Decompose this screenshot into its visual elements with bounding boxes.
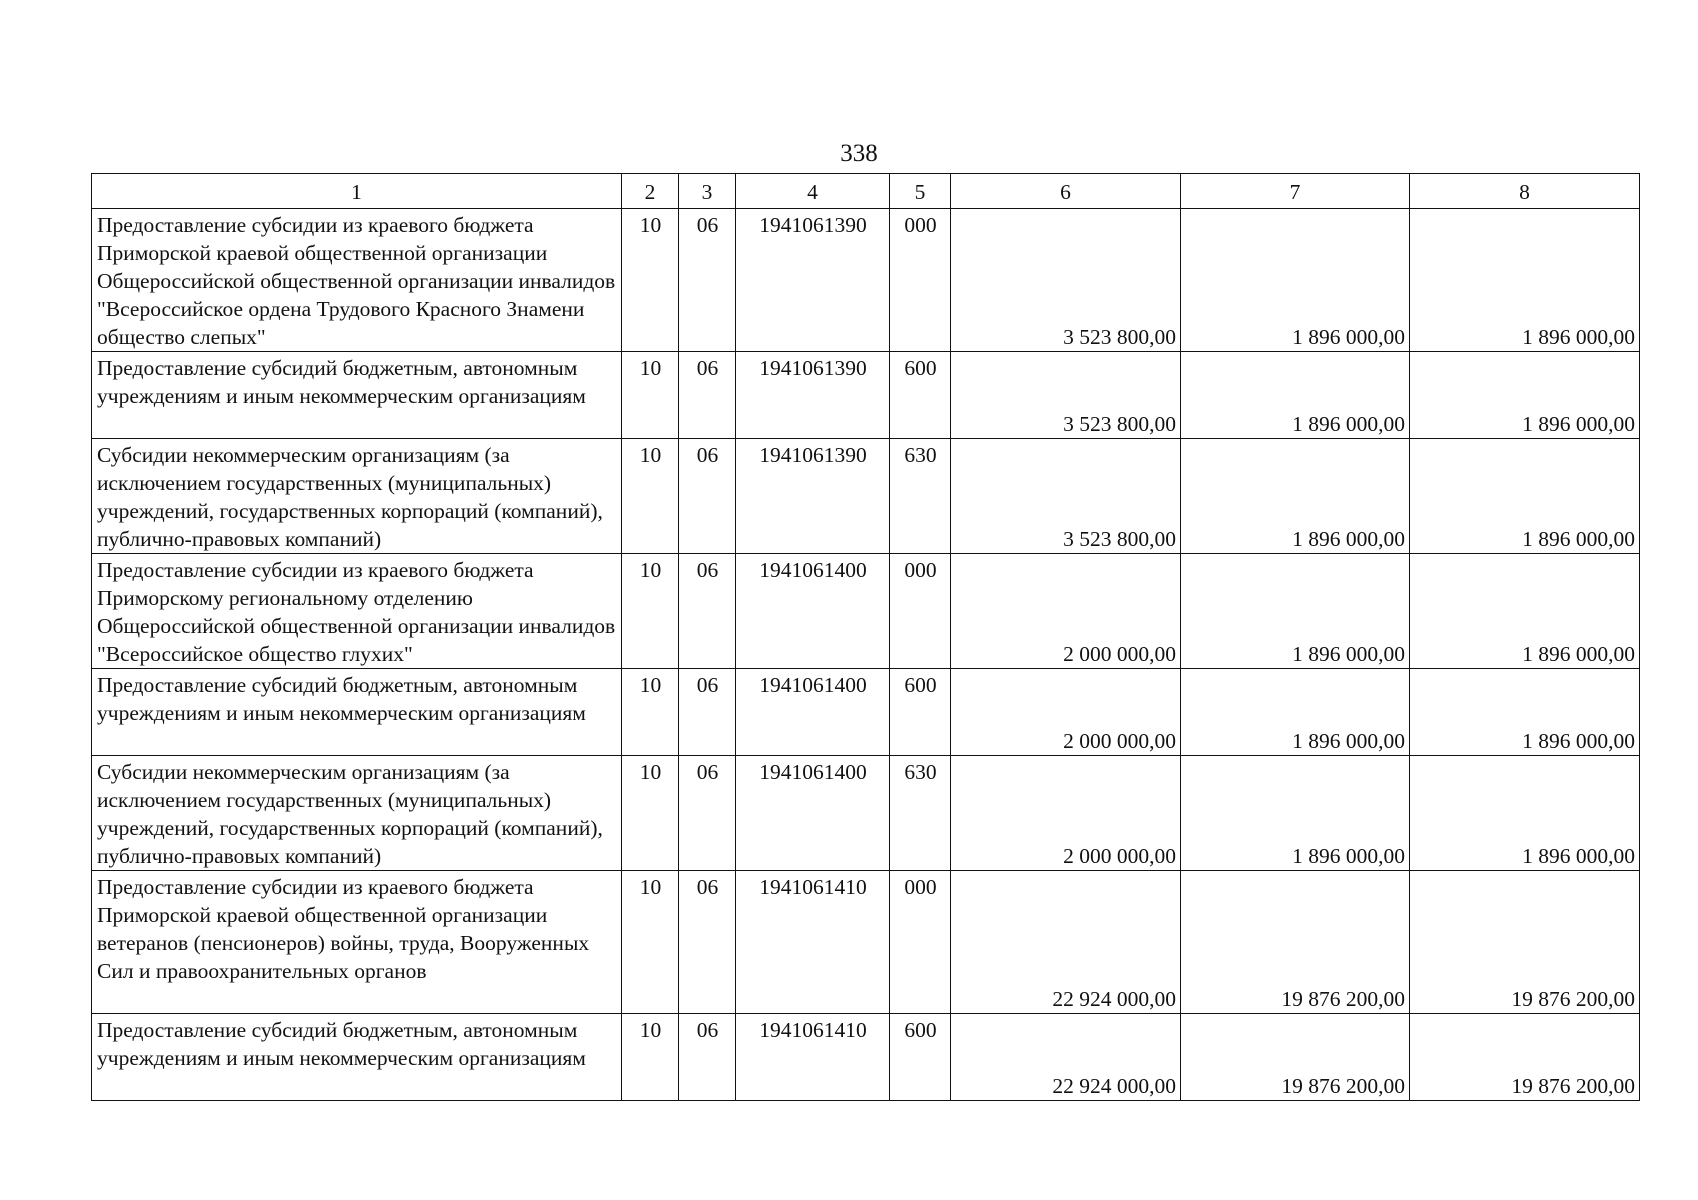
target-article-cell: 1941061390 — [736, 439, 890, 554]
header-cell: 6 — [951, 174, 1181, 209]
expense-type-cell: 600 — [890, 1014, 951, 1101]
expense-type-cell: 000 — [890, 209, 951, 352]
subsection-cell: 06 — [679, 209, 736, 352]
amount-col7-cell: 1 896 000,00 — [1181, 756, 1410, 871]
target-article-cell: 1941061400 — [736, 756, 890, 871]
target-article-cell: 1941061400 — [736, 554, 890, 669]
table-row — [92, 209, 1640, 352]
target-article-cell: 1941061390 — [736, 209, 890, 352]
subsection-cell: 06 — [679, 871, 736, 1014]
amount-col7-cell: 1 896 000,00 — [1181, 352, 1410, 439]
amount-col8-cell: 1 896 000,00 — [1410, 669, 1640, 756]
amount-col8-cell: 1 896 000,00 — [1410, 756, 1640, 871]
expense-type-cell: 630 — [890, 756, 951, 871]
expense-type-cell: 000 — [890, 871, 951, 1014]
target-article-cell: 1941061400 — [736, 669, 890, 756]
description-cell: Предоставление субсидии из краевого бюджета Приморскому региональному отделению Общероссийской общественной организации инвалидов "Всероссийское общество глухих" — [92, 554, 622, 669]
amount-col8-cell: 19 876 200,00 — [1410, 871, 1640, 1014]
section-cell: 10 — [622, 756, 679, 871]
table-row — [92, 1014, 1640, 1101]
header-cell: 5 — [890, 174, 951, 209]
section-cell: 10 — [622, 669, 679, 756]
amount-col6-cell: 3 523 800,00 — [951, 209, 1181, 352]
section-cell: 10 — [622, 1014, 679, 1101]
description-cell: Предоставление субсидий бюджетным, автономным учреждениям и иным некоммерческим организациям — [92, 1014, 622, 1101]
target-article-cell: 1941061390 — [736, 352, 890, 439]
table-row — [92, 669, 1640, 756]
amount-col7-cell: 1 896 000,00 — [1181, 439, 1410, 554]
table-row — [92, 439, 1640, 554]
subsection-cell: 06 — [679, 439, 736, 554]
expense-type-cell: 600 — [890, 669, 951, 756]
amount-col8-cell: 1 896 000,00 — [1410, 209, 1640, 352]
subsection-cell: 06 — [679, 756, 736, 871]
amount-col6-cell: 2 000 000,00 — [951, 756, 1181, 871]
header-cell: 2 — [622, 174, 679, 209]
table-row — [92, 554, 1640, 669]
subsection-cell: 06 — [679, 669, 736, 756]
amount-col8-cell: 1 896 000,00 — [1410, 352, 1640, 439]
description-cell: Субсидии некоммерческим организациям (за исключением государственных (муниципальных) учреждений, государственных корпораций (компаний), публично-правовых компаний) — [92, 756, 622, 871]
amount-col6-cell: 3 523 800,00 — [951, 352, 1181, 439]
target-article-cell: 1941061410 — [736, 871, 890, 1014]
expense-type-cell: 000 — [890, 554, 951, 669]
expense-type-cell: 600 — [890, 352, 951, 439]
section-cell: 10 — [622, 871, 679, 1014]
budget-table — [91, 173, 1640, 1101]
section-cell: 10 — [622, 439, 679, 554]
amount-col6-cell: 2 000 000,00 — [951, 669, 1181, 756]
description-cell: Предоставление субсидии из краевого бюджета Приморской краевой общественной организации ветеранов (пенсионеров) войны, труда, Вооруженных Сил и правоохранительных органов — [92, 871, 622, 1014]
header-cell: 4 — [736, 174, 890, 209]
amount-col8-cell: 1 896 000,00 — [1410, 554, 1640, 669]
header-cell: 7 — [1181, 174, 1410, 209]
table-row — [92, 352, 1640, 439]
header-cell: 8 — [1410, 174, 1640, 209]
expense-type-cell: 630 — [890, 439, 951, 554]
page-number: 338 — [840, 140, 878, 167]
subsection-cell: 06 — [679, 1014, 736, 1101]
amount-col6-cell: 2 000 000,00 — [951, 554, 1181, 669]
table-row — [92, 871, 1640, 1014]
description-cell: Предоставление субсидий бюджетным, автономным учреждениям и иным некоммерческим организациям — [92, 352, 622, 439]
header-cell: 1 — [92, 174, 622, 209]
header-row — [92, 174, 1640, 209]
section-cell: 10 — [622, 554, 679, 669]
amount-col7-cell: 19 876 200,00 — [1181, 1014, 1410, 1101]
table-row — [92, 756, 1640, 871]
amount-col6-cell: 22 924 000,00 — [951, 1014, 1181, 1101]
description-cell: Предоставление субсидий бюджетным, автономным учреждениям и иным некоммерческим организациям — [92, 669, 622, 756]
subsection-cell: 06 — [679, 554, 736, 669]
section-cell: 10 — [622, 352, 679, 439]
amount-col7-cell: 1 896 000,00 — [1181, 209, 1410, 352]
header-cell: 3 — [679, 174, 736, 209]
amount-col7-cell: 19 876 200,00 — [1181, 871, 1410, 1014]
description-cell: Субсидии некоммерческим организациям (за исключением государственных (муниципальных) учреждений, государственных корпораций (компаний), публично-правовых компаний) — [92, 439, 622, 554]
amount-col7-cell: 1 896 000,00 — [1181, 669, 1410, 756]
amount-col8-cell: 19 876 200,00 — [1410, 1014, 1640, 1101]
amount-col8-cell: 1 896 000,00 — [1410, 439, 1640, 554]
amount-col7-cell: 1 896 000,00 — [1181, 554, 1410, 669]
amount-col6-cell: 3 523 800,00 — [951, 439, 1181, 554]
section-cell: 10 — [622, 209, 679, 352]
description-cell: Предоставление субсидии из краевого бюджета Приморской краевой общественной организации Общероссийской общественной организации инвалидов "Всероссийское ордена Трудового Красного Знамени общество слепых" — [92, 209, 622, 352]
subsection-cell: 06 — [679, 352, 736, 439]
amount-col6-cell: 22 924 000,00 — [951, 871, 1181, 1014]
target-article-cell: 1941061410 — [736, 1014, 890, 1101]
